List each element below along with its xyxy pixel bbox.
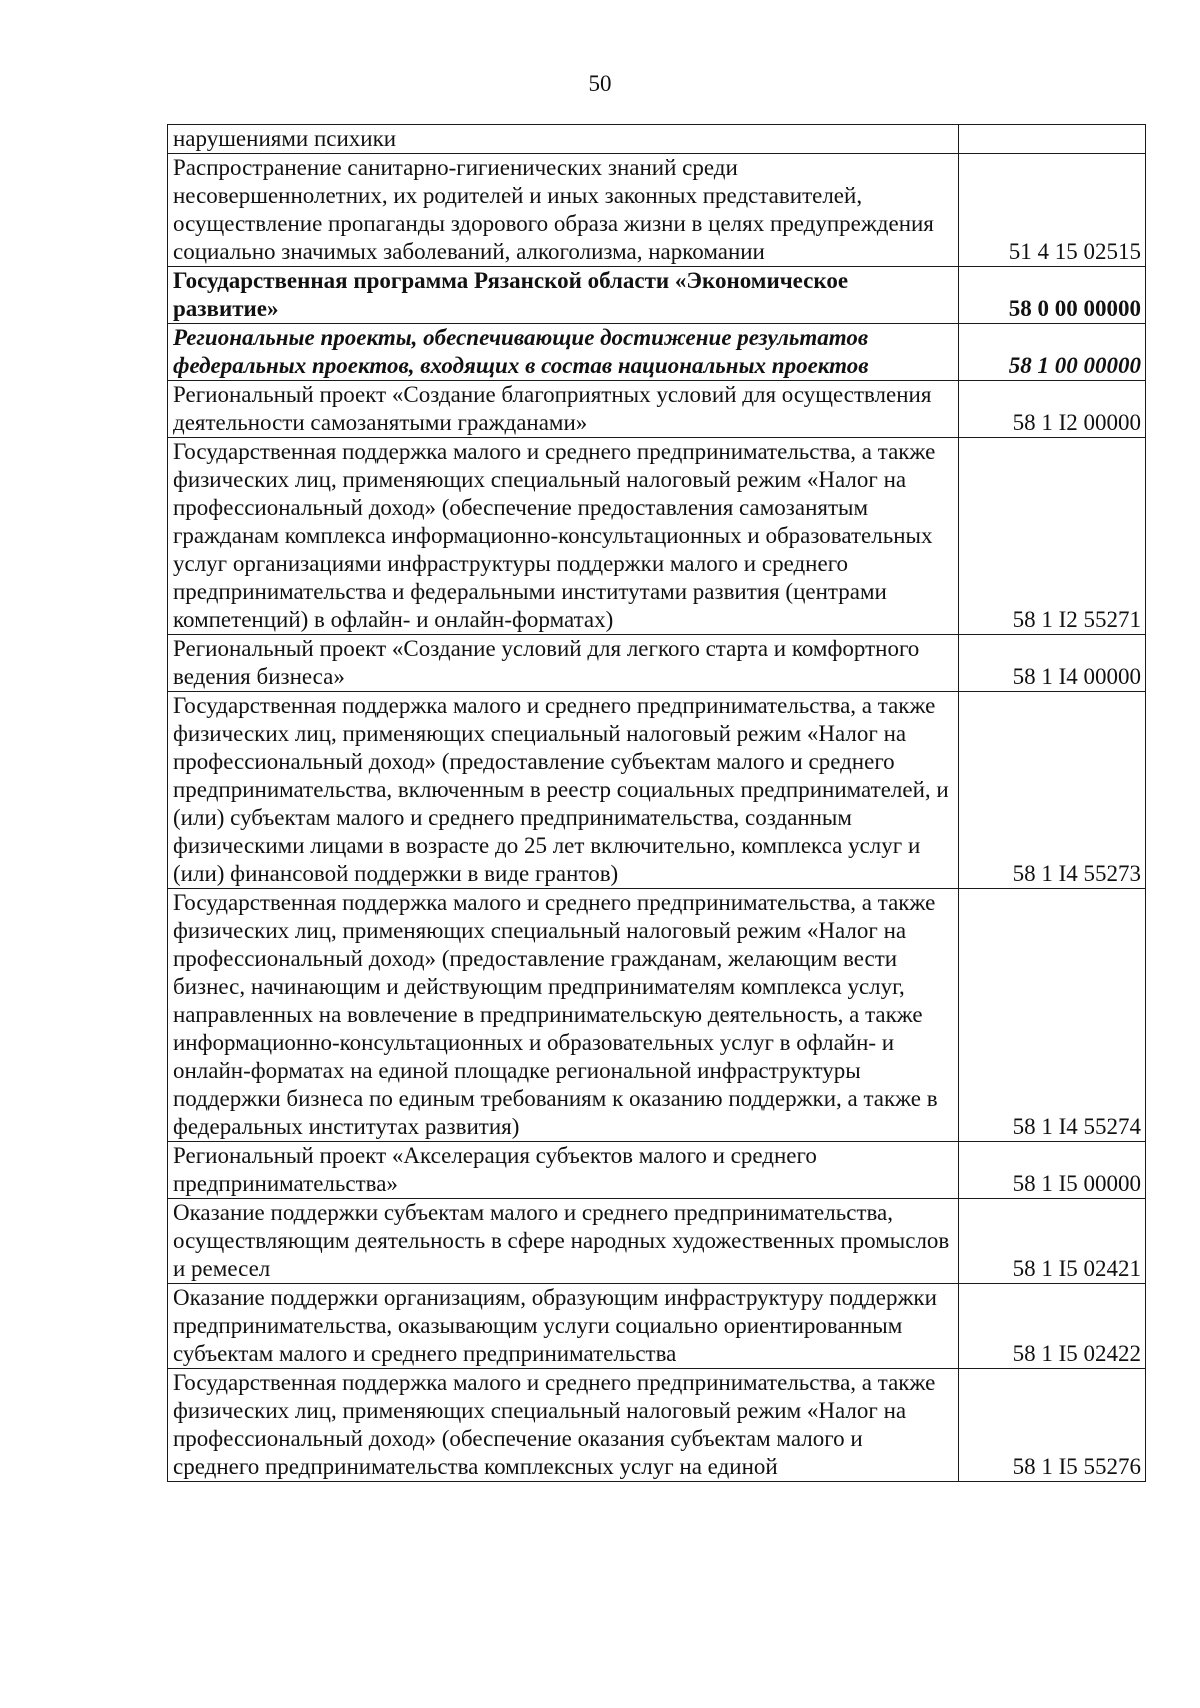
table-row bbox=[168, 1284, 1146, 1369]
table-row bbox=[168, 125, 1146, 154]
table-row-program bbox=[168, 267, 1146, 324]
row-name: Оказание поддержки организациям, образующим инфраструктуру поддержки предпринимательства, оказывающим услуги социально ориентированным субъектам малого и среднего предпринимательства bbox=[168, 1284, 959, 1369]
row-name: Региональный проект «Создание благоприятных условий для осуществления деятельности самозанятыми гражданами» bbox=[168, 381, 959, 438]
table-row bbox=[168, 381, 1146, 438]
row-code: 58 1 I5 02422 bbox=[959, 1284, 1146, 1369]
row-name: Государственная поддержка малого и среднего предпринимательства, а также физических лиц, применяющих специальный налоговый режим «Налог на профессиональный доход» (обеспечение оказания субъектам малого и среднего предпринимательства комплексных услуг на единой bbox=[168, 1369, 959, 1482]
row-name: Государственная поддержка малого и среднего предпринимательства, а также физических лиц, применяющих специальный налоговый режим «Налог на профессиональный доход» (предоставление субъектам малого и среднего предпринимательства, включенным в реестр социальных предпринимателей, и (или) субъектам малого и среднего предпринимательства, созданным физическими лицами в возрасте до 25 лет включительно, комплекса услуг и (или) финансовой поддержки в виде грантов) bbox=[168, 692, 959, 889]
row-code bbox=[959, 125, 1146, 154]
table-row bbox=[168, 438, 1146, 635]
table-row bbox=[168, 1142, 1146, 1199]
table-row bbox=[168, 692, 1146, 889]
table-row bbox=[168, 1369, 1146, 1482]
row-code: 58 1 I5 02421 bbox=[959, 1199, 1146, 1284]
row-code: 58 1 I4 00000 bbox=[959, 635, 1146, 692]
row-code: 58 1 I4 55274 bbox=[959, 889, 1146, 1142]
table-row-subprogram bbox=[168, 324, 1146, 381]
table-row bbox=[168, 635, 1146, 692]
budget-classification-table bbox=[167, 124, 1146, 1482]
row-code: 58 1 I2 55271 bbox=[959, 438, 1146, 635]
row-code: 58 1 00 00000 bbox=[959, 324, 1146, 381]
page-number: 50 bbox=[588, 71, 612, 96]
table-row bbox=[168, 889, 1146, 1142]
row-code: 58 0 00 00000 bbox=[959, 267, 1146, 324]
row-code: 58 1 I4 55273 bbox=[959, 692, 1146, 889]
row-code: 58 1 I2 00000 bbox=[959, 381, 1146, 438]
row-name: Государственная поддержка малого и среднего предпринимательства, а также физических лиц, применяющих специальный налоговый режим «Налог на профессиональный доход» (предоставление гражданам, желающим вести бизнес, начинающим и действующим предпринимателям комплекса услуг, направленных на вовлечение в предпринимательскую деятельность, а также информационно-консультационных и образовательных услуг в офлайн- и онлайн-форматах на единой площадке региональной инфраструктуры поддержки бизнеса по единым требованиям к оказанию поддержки, а также в федеральных институтах развития) bbox=[168, 889, 959, 1142]
row-name: Региональный проект «Акселерация субъектов малого и среднего предпринимательства» bbox=[168, 1142, 959, 1199]
row-name: Государственная программа Рязанской области «Экономическое развитие» bbox=[168, 267, 959, 324]
row-name: Оказание поддержки субъектам малого и среднего предпринимательства, осуществляющим деятельность в сфере народных художественных промыслов и ремесел bbox=[168, 1199, 959, 1284]
row-name: Региональный проект «Создание условий для легкого старта и комфортного ведения бизнеса» bbox=[168, 635, 959, 692]
table-row bbox=[168, 1199, 1146, 1284]
table-row bbox=[168, 154, 1146, 267]
row-code: 58 1 I5 00000 bbox=[959, 1142, 1146, 1199]
row-name: Региональные проекты, обеспечивающие достижение результатов федеральных проектов, входящих в состав национальных проектов bbox=[168, 324, 959, 381]
row-name: нарушениями психики bbox=[168, 125, 959, 154]
row-code: 58 1 I5 55276 bbox=[959, 1369, 1146, 1482]
row-code: 51 4 15 02515 bbox=[959, 154, 1146, 267]
row-name: Государственная поддержка малого и среднего предпринимательства, а также физических лиц, применяющих специальный налоговый режим «Налог на профессиональный доход» (обеспечение предоставления самозанятым гражданам комплекса информационно-консультационных и образовательных услуг организациями инфраструктуры поддержки малого и среднего предпринимательства и федеральными институтами развития (центрами компетенций) в офлайн- и онлайн-форматах) bbox=[168, 438, 959, 635]
row-name: Распространение санитарно-гигиенических знаний среди несовершеннолетних, их родителей и иных законных представителей, осуществление пропаганды здорового образа жизни в целях предупреждения социально значимых заболеваний, алкоголизма, наркомании bbox=[168, 154, 959, 267]
